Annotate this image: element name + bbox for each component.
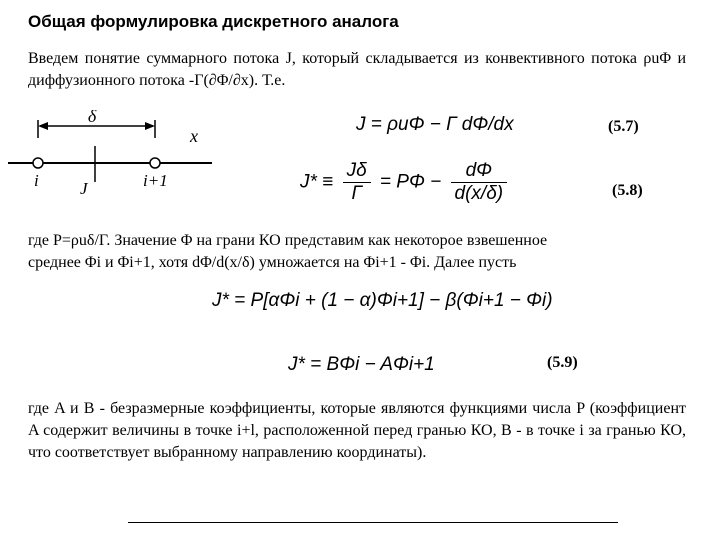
eq-5-8-fraction-1 <box>343 160 371 205</box>
eq-5-8-numerator-1: Jδ <box>343 160 371 183</box>
paragraph-2-line-2: среднее Φi и Φi+1, хотя dΦ/d(x/δ) умножается на Φi+1 - Φi. Далее пусть <box>28 254 517 271</box>
eq-5-7-rhs: ρuΦ − Г dΦ/dx <box>387 114 514 135</box>
equation-flux-weighted: J* = P[αΦi + (1 − α)Φi+1] − β(Φi+1 − Φi) <box>212 290 553 311</box>
eq-5-9-number: (5.9) <box>547 354 578 371</box>
intro-paragraph: Введем понятие суммарного потока J, который складывается из конвективного потока ρuΦ и диффузионного потока -Г(∂Φ/∂x). Т.е. <box>28 50 686 89</box>
paragraph-weighted-average <box>28 230 686 274</box>
node-i-label: i <box>34 171 39 190</box>
x-axis-label: x <box>190 126 198 146</box>
eq-5-8-middle: = PΦ − <box>379 171 442 193</box>
paragraph-coefficients: где A и B - безразмерные коэффициенты, которые являются функциями числа P (коэффициент A содержит величины в точке i+l, расположенной перед гранью КО, B - в точке i за гранью КО, что соответствует выбранному направлению координаты). <box>28 400 686 461</box>
equation-5-7 <box>356 114 514 136</box>
eq-5-7-equals: = <box>370 114 382 135</box>
grid-diagram <box>0 110 230 210</box>
eq-5-7-number: (5.7) <box>608 118 639 135</box>
node-i <box>33 158 43 168</box>
node-i-plus-1-label: i+1 <box>143 171 168 190</box>
eq-5-8-fraction-2 <box>451 160 508 205</box>
eq-5-8-numerator-2: dΦ <box>451 160 508 183</box>
bottom-divider <box>128 522 618 523</box>
delta-label: δ <box>87 110 97 126</box>
equation-5-9: J* = BΦi − AΦi+1 <box>288 354 435 375</box>
equation-5-8 <box>300 160 511 205</box>
eq-5-8-denominator-2: d(x/δ) <box>454 183 504 204</box>
node-i-plus-1 <box>150 158 160 168</box>
eq-5-7-lhs: J <box>356 114 366 135</box>
paragraph-2-line-1: где P=ρuδ/Г. Значение Φ на грани КО представим как некоторое взвешенное <box>28 232 548 249</box>
delta-arrow-right <box>145 122 155 130</box>
eq-5-8-equiv: ≡ <box>322 171 334 193</box>
page-title: Общая формулировка дискретного аналога <box>28 12 399 31</box>
flux-j-label: J <box>80 179 88 198</box>
delta-arrow-left <box>38 122 48 130</box>
eq-5-8-denominator-1: Г <box>351 183 362 204</box>
eq-5-8-lhs: J* <box>300 171 317 193</box>
eq-5-8-number: (5.8) <box>612 182 643 199</box>
